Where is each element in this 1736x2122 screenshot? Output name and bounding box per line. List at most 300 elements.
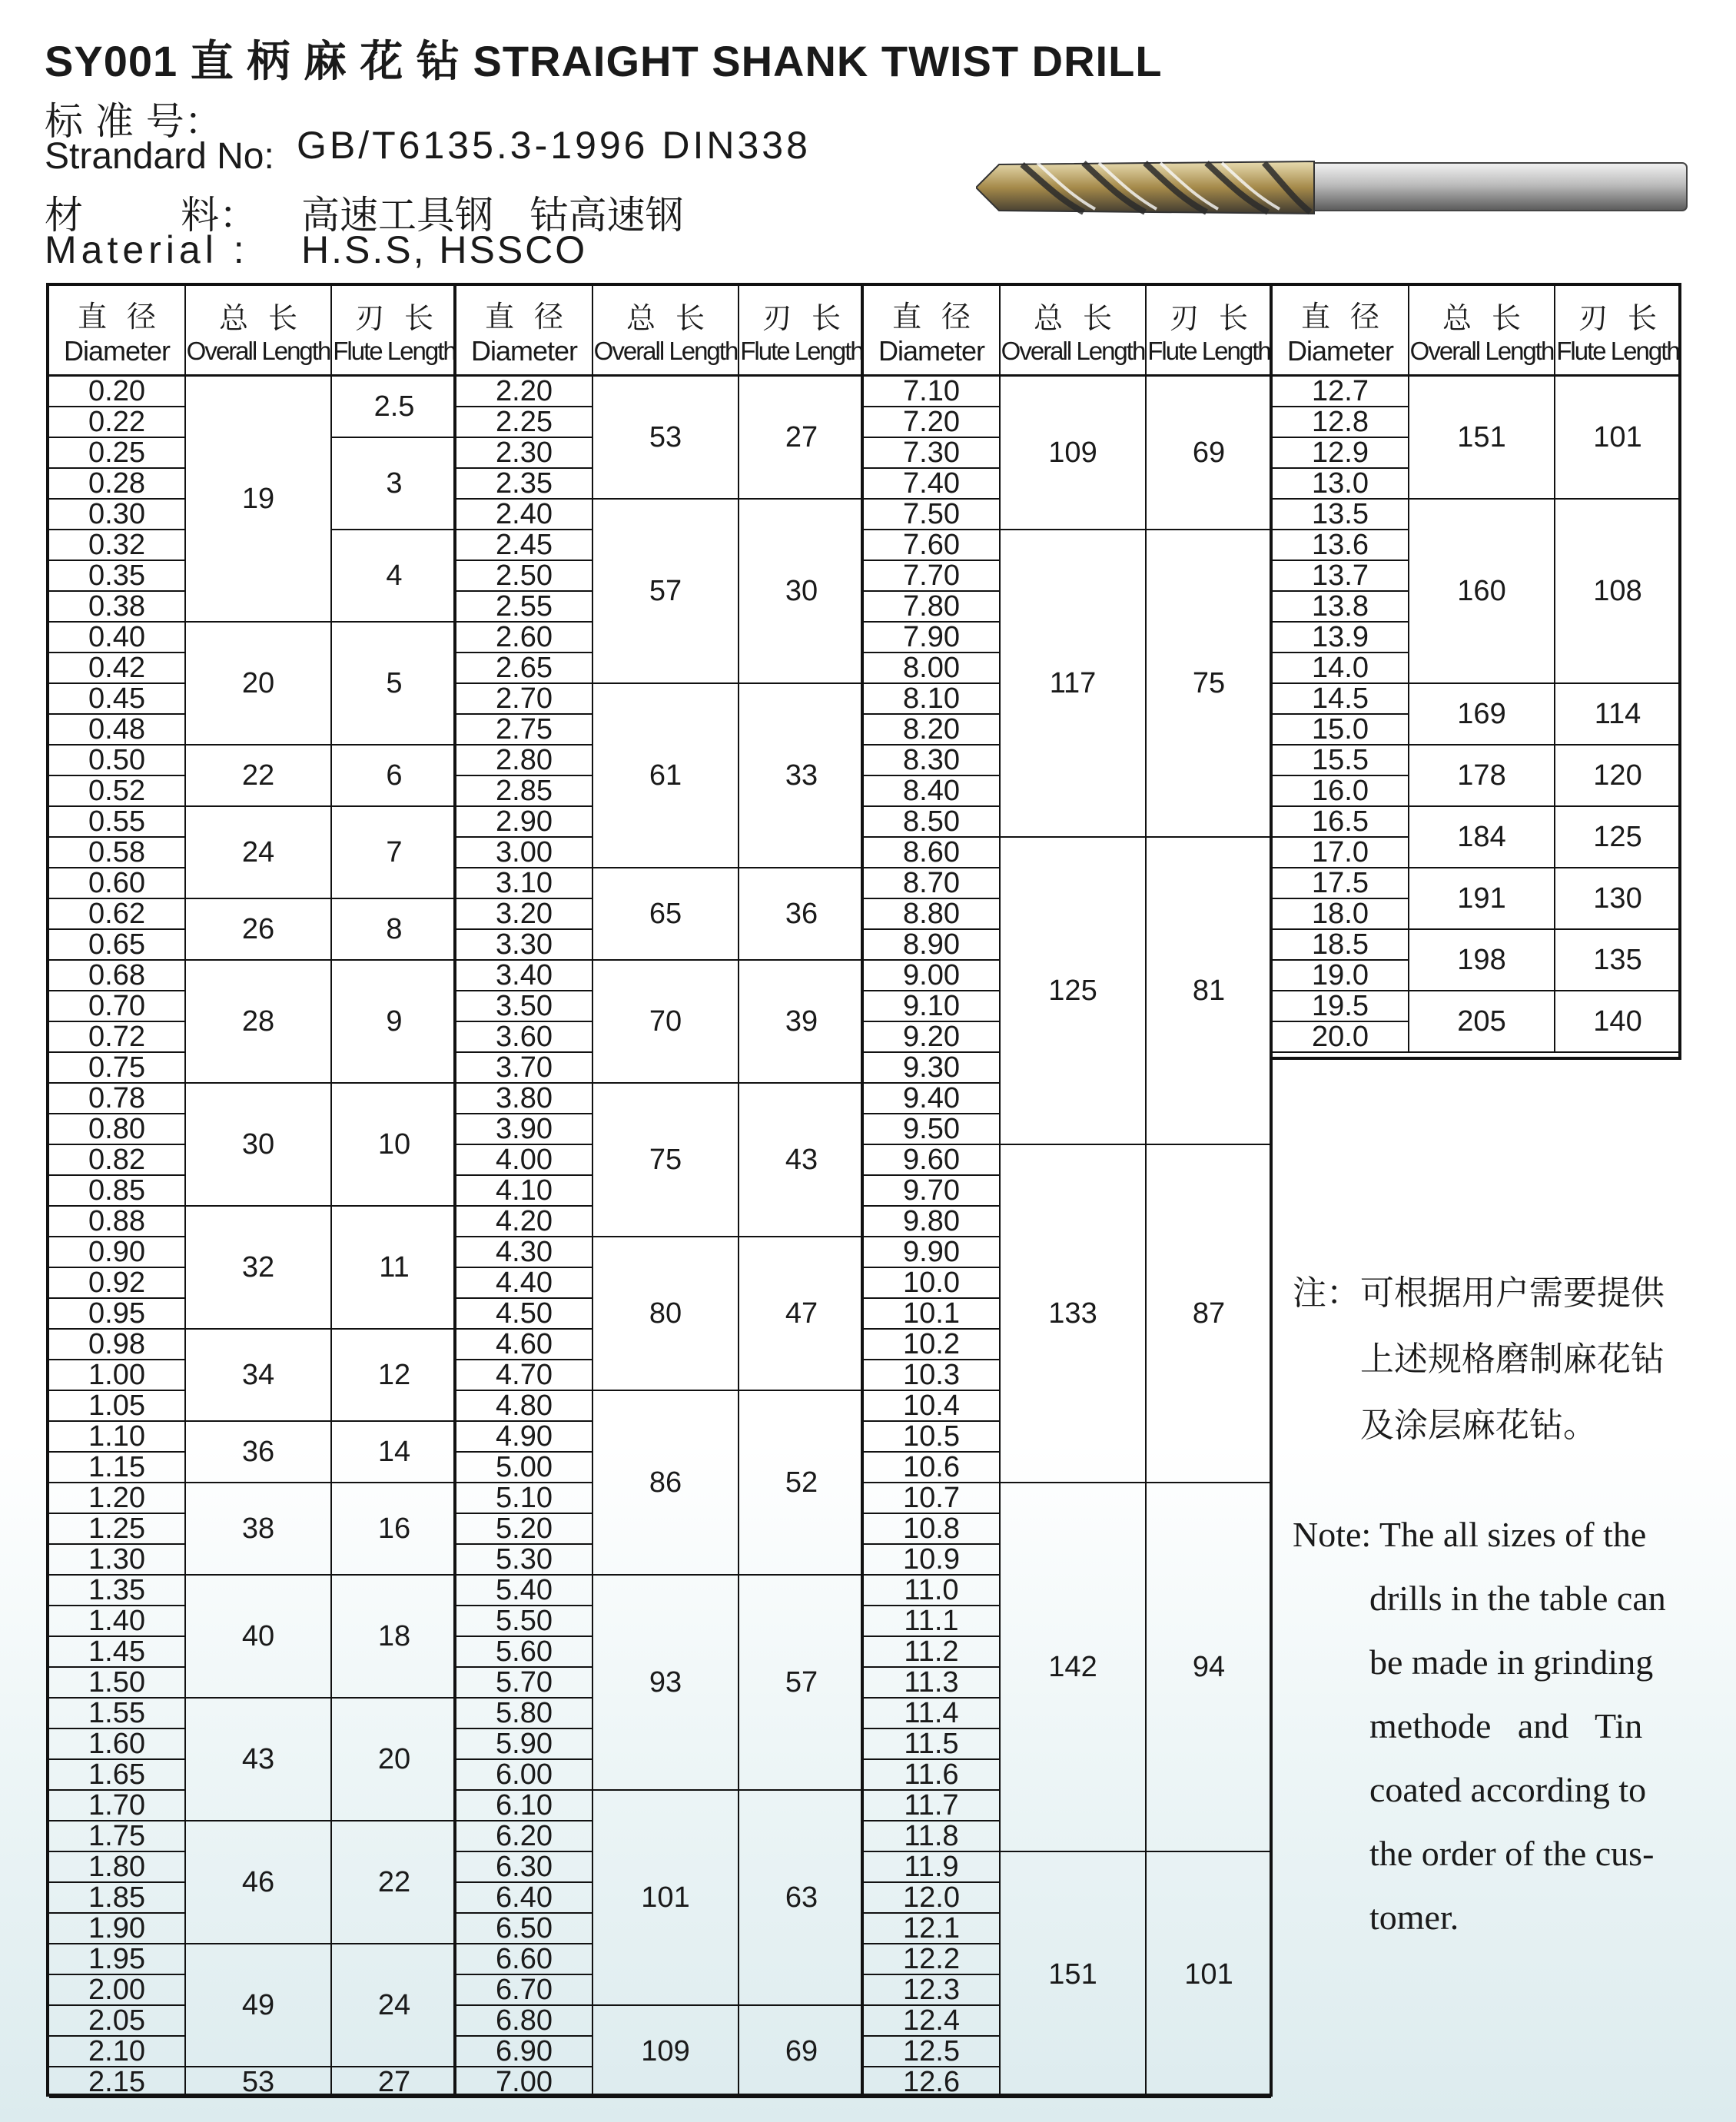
diameter-cell: 1.90 bbox=[49, 1914, 186, 1944]
header-en: Overall Length bbox=[593, 337, 738, 365]
diameter-cell: 1.60 bbox=[49, 1729, 186, 1760]
flute-length-cell: 24 bbox=[332, 1944, 456, 2067]
diameter-cell: 16.0 bbox=[1273, 776, 1409, 807]
flute-length-cell: 114 bbox=[1555, 684, 1680, 746]
diameter-cell: 9.50 bbox=[864, 1114, 1001, 1145]
diameter-cell: 1.00 bbox=[49, 1360, 186, 1391]
diameter-cell: 7.40 bbox=[864, 469, 1001, 500]
flute-length-cell: 52 bbox=[739, 1391, 864, 1576]
spec-table-block-1 bbox=[46, 283, 456, 2097]
diameter-cell: 0.35 bbox=[49, 561, 186, 592]
diameter-cell: 2.00 bbox=[49, 1975, 186, 2006]
diameter-cell: 4.00 bbox=[456, 1145, 593, 1176]
diameter-cell: 5.20 bbox=[456, 1514, 593, 1545]
diameter-cell: 0.58 bbox=[49, 838, 186, 868]
diameter-cell: 11.9 bbox=[864, 1852, 1001, 1883]
header-diameter bbox=[1273, 286, 1409, 377]
diameter-cell: 3.10 bbox=[456, 868, 593, 899]
diameter-cell: 7.20 bbox=[864, 407, 1001, 438]
diameter-cell: 2.05 bbox=[49, 2006, 186, 2037]
diameter-cell: 12.2 bbox=[864, 1944, 1001, 1975]
twist-drill-image bbox=[976, 154, 1691, 223]
flute-length-cell: 94 bbox=[1147, 1483, 1271, 1852]
diameter-cell: 18.5 bbox=[1273, 930, 1409, 961]
diameter-cell: 0.72 bbox=[49, 1022, 186, 1053]
header-zh: 直径 bbox=[1300, 300, 1399, 334]
diameter-cell: 2.90 bbox=[456, 807, 593, 838]
diameter-cell: 1.80 bbox=[49, 1852, 186, 1883]
note-en-line-5: coated according to bbox=[1369, 1770, 1647, 1809]
overall-length-cell: 205 bbox=[1409, 991, 1555, 1053]
diameter-cell: 0.85 bbox=[49, 1176, 186, 1207]
diameter-cell: 12.5 bbox=[864, 2037, 1001, 2067]
diameter-cell: 18.0 bbox=[1273, 899, 1409, 930]
flute-length-cell: 10 bbox=[332, 1084, 456, 1207]
diameter-cell: 17.0 bbox=[1273, 838, 1409, 868]
overall-length-cell: 184 bbox=[1409, 807, 1555, 868]
diameter-cell: 2.10 bbox=[49, 2037, 186, 2067]
diameter-cell: 4.90 bbox=[456, 1422, 593, 1453]
diameter-cell: 8.80 bbox=[864, 899, 1001, 930]
overall-length-cell: 133 bbox=[1001, 1145, 1147, 1483]
diameter-cell: 9.10 bbox=[864, 991, 1001, 1022]
diameter-cell: 1.75 bbox=[49, 1821, 186, 1852]
flute-length-cell: 135 bbox=[1555, 930, 1680, 991]
diameter-cell: 8.40 bbox=[864, 776, 1001, 807]
diameter-cell: 3.30 bbox=[456, 930, 593, 961]
diameter-cell: 9.90 bbox=[864, 1237, 1001, 1268]
overall-length-cell: 49 bbox=[186, 1944, 332, 2067]
diameter-cell: 12.9 bbox=[1273, 438, 1409, 469]
diameter-cell: 10.6 bbox=[864, 1453, 1001, 1483]
flute-length-cell: 101 bbox=[1147, 1852, 1271, 2098]
overall-length-cell: 86 bbox=[593, 1391, 739, 1576]
diameter-cell: 1.35 bbox=[49, 1576, 186, 1606]
diameter-cell: 11.7 bbox=[864, 1791, 1001, 1821]
diameter-cell: 2.65 bbox=[456, 653, 593, 684]
overall-length-cell: 109 bbox=[1001, 377, 1147, 530]
diameter-cell: 2.35 bbox=[456, 469, 593, 500]
diameter-cell: 0.38 bbox=[49, 592, 186, 623]
diameter-cell: 3.70 bbox=[456, 1053, 593, 1084]
header-zh: 总长 bbox=[1033, 301, 1132, 335]
flute-length-cell: 3 bbox=[332, 438, 456, 530]
overall-length-cell: 26 bbox=[186, 899, 332, 961]
diameter-cell: 8.20 bbox=[864, 715, 1001, 746]
diameter-cell: 13.7 bbox=[1273, 561, 1409, 592]
overall-length-cell: 198 bbox=[1409, 930, 1555, 991]
diameter-cell: 3.40 bbox=[456, 961, 593, 991]
header-en: Overall Length bbox=[1409, 337, 1554, 365]
diameter-cell: 0.32 bbox=[49, 530, 186, 561]
overall-length-cell: 160 bbox=[1409, 500, 1555, 684]
diameter-cell: 0.52 bbox=[49, 776, 186, 807]
flute-length-cell: 120 bbox=[1555, 746, 1680, 807]
header-zh: 直径 bbox=[77, 300, 176, 334]
diameter-cell: 0.25 bbox=[49, 438, 186, 469]
diameter-cell: 9.20 bbox=[864, 1022, 1001, 1053]
diameter-cell: 5.50 bbox=[456, 1606, 593, 1637]
header-zh: 总长 bbox=[626, 301, 725, 335]
flute-length-cell: 57 bbox=[739, 1576, 864, 1791]
diameter-cell: 6.40 bbox=[456, 1883, 593, 1914]
diameter-cell: 11.8 bbox=[864, 1821, 1001, 1852]
diameter-cell: 0.60 bbox=[49, 868, 186, 899]
diameter-cell: 16.5 bbox=[1273, 807, 1409, 838]
diameter-cell: 1.40 bbox=[49, 1606, 186, 1637]
header-zh: 刃长 bbox=[762, 301, 861, 335]
standard-value: GB/T6135.3-1996 DIN338 bbox=[297, 124, 811, 167]
header-flute-length bbox=[332, 286, 456, 377]
diameter-cell: 7.80 bbox=[864, 592, 1001, 623]
flute-length-cell: 2.5 bbox=[332, 377, 456, 438]
diameter-cell: 4.80 bbox=[456, 1391, 593, 1422]
diameter-cell: 11.2 bbox=[864, 1637, 1001, 1668]
diameter-cell: 0.28 bbox=[49, 469, 186, 500]
spec-table-block-2 bbox=[453, 283, 864, 2097]
diameter-cell: 0.90 bbox=[49, 1237, 186, 1268]
diameter-cell: 0.92 bbox=[49, 1268, 186, 1299]
diameter-cell: 5.70 bbox=[456, 1668, 593, 1699]
diameter-cell: 5.40 bbox=[456, 1576, 593, 1606]
overall-length-cell: 19 bbox=[186, 377, 332, 623]
header-overall-length bbox=[1001, 286, 1147, 377]
header-overall-length bbox=[1409, 286, 1555, 377]
note-en-line-7: tomer. bbox=[1369, 1898, 1459, 1937]
overall-length-cell: 70 bbox=[593, 961, 739, 1084]
diameter-cell: 15.5 bbox=[1273, 746, 1409, 776]
header-zh: 直径 bbox=[484, 300, 583, 334]
overall-length-cell: 40 bbox=[186, 1576, 332, 1699]
diameter-cell: 0.48 bbox=[49, 715, 186, 746]
flute-length-cell: 4 bbox=[332, 530, 456, 623]
diameter-cell: 8.50 bbox=[864, 807, 1001, 838]
header-diameter bbox=[49, 286, 186, 377]
diameter-cell: 10.4 bbox=[864, 1391, 1001, 1422]
diameter-cell: 0.98 bbox=[49, 1330, 186, 1360]
diameter-cell: 0.80 bbox=[49, 1114, 186, 1145]
header-flute-length bbox=[739, 286, 864, 377]
diameter-cell: 7.70 bbox=[864, 561, 1001, 592]
overall-length-cell: 43 bbox=[186, 1699, 332, 1821]
diameter-cell: 0.45 bbox=[49, 684, 186, 715]
flute-length-cell: 87 bbox=[1147, 1145, 1271, 1483]
note-zh-line-3: 及涂层麻花钻。 bbox=[1360, 1406, 1597, 1445]
diameter-cell: 1.70 bbox=[49, 1791, 186, 1821]
diameter-cell: 2.30 bbox=[456, 438, 593, 469]
flute-length-cell: 11 bbox=[332, 1207, 456, 1330]
diameter-cell: 10.7 bbox=[864, 1483, 1001, 1514]
diameter-cell: 13.9 bbox=[1273, 623, 1409, 653]
diameter-cell: 2.70 bbox=[456, 684, 593, 715]
diameter-cell: 10.5 bbox=[864, 1422, 1001, 1453]
diameter-cell: 0.55 bbox=[49, 807, 186, 838]
flute-length-cell: 69 bbox=[739, 2006, 864, 2098]
spec-table-block-3 bbox=[861, 283, 1273, 2097]
diameter-cell: 1.15 bbox=[49, 1453, 186, 1483]
diameter-cell: 4.50 bbox=[456, 1299, 593, 1330]
overall-length-cell: 125 bbox=[1001, 838, 1147, 1145]
diameter-cell: 5.10 bbox=[456, 1483, 593, 1514]
diameter-cell: 1.45 bbox=[49, 1637, 186, 1668]
diameter-cell: 1.50 bbox=[49, 1668, 186, 1699]
diameter-cell: 9.00 bbox=[864, 961, 1001, 991]
diameter-cell: 4.70 bbox=[456, 1360, 593, 1391]
diameter-cell: 6.30 bbox=[456, 1852, 593, 1883]
diameter-cell: 7.60 bbox=[864, 530, 1001, 561]
diameter-cell: 7.10 bbox=[864, 377, 1001, 407]
diameter-cell: 3.50 bbox=[456, 991, 593, 1022]
diameter-cell: 5.80 bbox=[456, 1699, 593, 1729]
diameter-cell: 0.65 bbox=[49, 930, 186, 961]
spec-table-block-4 bbox=[1270, 283, 1681, 1060]
diameter-cell: 19.5 bbox=[1273, 991, 1409, 1022]
diameter-cell: 0.62 bbox=[49, 899, 186, 930]
overall-length-cell: 178 bbox=[1409, 746, 1555, 807]
note-en-line-6: the order of the cus- bbox=[1369, 1834, 1655, 1873]
diameter-cell: 11.5 bbox=[864, 1729, 1001, 1760]
overall-length-cell: 151 bbox=[1001, 1852, 1147, 2098]
diameter-cell: 2.15 bbox=[49, 2067, 186, 2098]
flute-length-cell: 16 bbox=[332, 1483, 456, 1576]
note-en-line-3: be made in grinding bbox=[1369, 1642, 1654, 1682]
diameter-cell: 10.8 bbox=[864, 1514, 1001, 1545]
diameter-cell: 8.60 bbox=[864, 838, 1001, 868]
diameter-cell: 2.45 bbox=[456, 530, 593, 561]
header-zh: 总长 bbox=[1442, 301, 1541, 335]
overall-length-cell: 75 bbox=[593, 1084, 739, 1237]
flute-length-cell: 6 bbox=[332, 746, 456, 807]
diameter-cell: 0.40 bbox=[49, 623, 186, 653]
diameter-cell: 12.1 bbox=[864, 1914, 1001, 1944]
header-en: Flute Length bbox=[740, 337, 863, 365]
header-en: Flute Length bbox=[1147, 337, 1270, 365]
diameter-cell: 6.20 bbox=[456, 1821, 593, 1852]
note-english bbox=[1293, 1503, 1723, 1949]
note-en-line-2: drills in the table can bbox=[1369, 1579, 1666, 1618]
diameter-cell: 8.10 bbox=[864, 684, 1001, 715]
overall-length-cell: 57 bbox=[593, 500, 739, 684]
diameter-cell: 13.0 bbox=[1273, 469, 1409, 500]
diameter-cell: 2.55 bbox=[456, 592, 593, 623]
diameter-cell: 3.90 bbox=[456, 1114, 593, 1145]
diameter-cell: 3.80 bbox=[456, 1084, 593, 1114]
flute-length-cell: 7 bbox=[332, 807, 456, 899]
diameter-cell: 6.70 bbox=[456, 1975, 593, 2006]
diameter-cell: 12.4 bbox=[864, 2006, 1001, 2037]
overall-length-cell: 22 bbox=[186, 746, 332, 807]
diameter-cell: 12.8 bbox=[1273, 407, 1409, 438]
diameter-cell: 1.55 bbox=[49, 1699, 186, 1729]
diameter-cell: 0.70 bbox=[49, 991, 186, 1022]
header-en: Diameter bbox=[1286, 335, 1394, 367]
diameter-cell: 7.90 bbox=[864, 623, 1001, 653]
material-label-zh: 材 料： bbox=[45, 193, 258, 237]
flute-length-cell: 12 bbox=[332, 1330, 456, 1422]
diameter-cell: 11.3 bbox=[864, 1668, 1001, 1699]
diameter-cell: 5.30 bbox=[456, 1545, 593, 1576]
flute-length-cell: 47 bbox=[739, 1237, 864, 1391]
diameter-cell: 9.80 bbox=[864, 1207, 1001, 1237]
diameter-cell: 2.80 bbox=[456, 746, 593, 776]
flute-length-cell: 130 bbox=[1555, 868, 1680, 930]
diameter-cell: 15.0 bbox=[1273, 715, 1409, 746]
diameter-cell: 1.85 bbox=[49, 1883, 186, 1914]
diameter-cell: 1.20 bbox=[49, 1483, 186, 1514]
header-overall-length bbox=[186, 286, 332, 377]
flute-length-cell: 8 bbox=[332, 899, 456, 961]
diameter-cell: 0.78 bbox=[49, 1084, 186, 1114]
diameter-cell: 11.4 bbox=[864, 1699, 1001, 1729]
note-zh-line-1: 注：可根据用户需要提供 bbox=[1293, 1274, 1665, 1313]
diameter-cell: 13.5 bbox=[1273, 500, 1409, 530]
overall-length-cell: 93 bbox=[593, 1576, 739, 1791]
note-zh-line-2: 上述规格磨制麻花钻 bbox=[1360, 1340, 1665, 1379]
diameter-cell: 10.0 bbox=[864, 1268, 1001, 1299]
header-flute-length bbox=[1147, 286, 1271, 377]
overall-length-cell: 36 bbox=[186, 1422, 332, 1483]
diameter-cell: 3.20 bbox=[456, 899, 593, 930]
diameter-cell: 12.6 bbox=[864, 2067, 1001, 2098]
diameter-cell: 2.20 bbox=[456, 377, 593, 407]
diameter-cell: 17.5 bbox=[1273, 868, 1409, 899]
flute-length-cell: 20 bbox=[332, 1699, 456, 1821]
diameter-cell: 6.50 bbox=[456, 1914, 593, 1944]
diameter-cell: 0.50 bbox=[49, 746, 186, 776]
diameter-cell: 1.25 bbox=[49, 1514, 186, 1545]
diameter-cell: 6.10 bbox=[456, 1791, 593, 1821]
standard-label-zh: 标 准 号： bbox=[45, 99, 223, 144]
overall-length-cell: 80 bbox=[593, 1237, 739, 1391]
diameter-cell: 7.50 bbox=[864, 500, 1001, 530]
diameter-cell: 0.20 bbox=[49, 377, 186, 407]
overall-length-cell: 101 bbox=[593, 1791, 739, 2006]
page-title: SY001 直 柄 麻 花 钻 STRAIGHT SHANK TWIST DRILL bbox=[45, 37, 1163, 85]
header-zh: 直径 bbox=[891, 300, 991, 334]
flute-length-cell: 125 bbox=[1555, 807, 1680, 868]
header-diameter bbox=[456, 286, 593, 377]
flute-length-cell: 43 bbox=[739, 1084, 864, 1237]
diameter-cell: 4.60 bbox=[456, 1330, 593, 1360]
diameter-cell: 4.30 bbox=[456, 1237, 593, 1268]
overall-length-cell: 65 bbox=[593, 868, 739, 961]
diameter-cell: 11.6 bbox=[864, 1760, 1001, 1791]
overall-length-cell: 61 bbox=[593, 684, 739, 868]
diameter-cell: 1.10 bbox=[49, 1422, 186, 1453]
header-en: Diameter bbox=[878, 335, 985, 367]
note-chinese bbox=[1293, 1260, 1723, 1459]
header-en: Overall Length bbox=[186, 337, 330, 365]
diameter-cell: 1.05 bbox=[49, 1391, 186, 1422]
overall-length-cell: 117 bbox=[1001, 530, 1147, 838]
overall-length-cell: 34 bbox=[186, 1330, 332, 1422]
flute-length-cell: 39 bbox=[739, 961, 864, 1084]
flute-length-cell: 30 bbox=[739, 500, 864, 684]
diameter-cell: 0.22 bbox=[49, 407, 186, 438]
overall-length-cell: 30 bbox=[186, 1084, 332, 1207]
flute-length-cell: 27 bbox=[739, 377, 864, 500]
overall-length-cell: 169 bbox=[1409, 684, 1555, 746]
note-en-line-4: methode and Tin bbox=[1369, 1706, 1643, 1745]
material-label-en: Material : bbox=[45, 228, 249, 271]
diameter-cell: 9.60 bbox=[864, 1145, 1001, 1176]
overall-length-cell: 28 bbox=[186, 961, 332, 1084]
diameter-cell: 1.30 bbox=[49, 1545, 186, 1576]
diameter-cell: 11.0 bbox=[864, 1576, 1001, 1606]
diameter-cell: 0.88 bbox=[49, 1207, 186, 1237]
diameter-cell: 0.82 bbox=[49, 1145, 186, 1176]
diameter-cell: 1.95 bbox=[49, 1944, 186, 1975]
header-overall-length bbox=[593, 286, 739, 377]
diameter-cell: 6.80 bbox=[456, 2006, 593, 2037]
flute-length-cell: 81 bbox=[1147, 838, 1271, 1145]
header-zh: 刃长 bbox=[1169, 301, 1268, 335]
overall-length-cell: 20 bbox=[186, 623, 332, 746]
diameter-cell: 19.0 bbox=[1273, 961, 1409, 991]
diameter-cell: 11.1 bbox=[864, 1606, 1001, 1637]
diameter-cell: 14.5 bbox=[1273, 684, 1409, 715]
flute-length-cell: 36 bbox=[739, 868, 864, 961]
diameter-cell: 7.30 bbox=[864, 438, 1001, 469]
overall-length-cell: 151 bbox=[1409, 377, 1555, 500]
diameter-cell: 4.20 bbox=[456, 1207, 593, 1237]
diameter-cell: 3.60 bbox=[456, 1022, 593, 1053]
flute-length-cell: 140 bbox=[1555, 991, 1680, 1053]
overall-length-cell: 24 bbox=[186, 807, 332, 899]
flute-length-cell: 108 bbox=[1555, 500, 1680, 684]
header-zh: 总长 bbox=[218, 301, 317, 335]
flute-length-cell: 18 bbox=[332, 1576, 456, 1699]
diameter-cell: 10.2 bbox=[864, 1330, 1001, 1360]
header-en: Flute Length bbox=[1556, 337, 1679, 365]
diameter-cell: 20.0 bbox=[1273, 1022, 1409, 1053]
diameter-cell: 12.0 bbox=[864, 1883, 1001, 1914]
flute-length-cell: 22 bbox=[332, 1821, 456, 1944]
diameter-cell: 8.00 bbox=[864, 653, 1001, 684]
diameter-cell: 6.60 bbox=[456, 1944, 593, 1975]
diameter-cell: 2.25 bbox=[456, 407, 593, 438]
overall-length-cell: 109 bbox=[593, 2006, 739, 2098]
diameter-cell: 4.10 bbox=[456, 1176, 593, 1207]
overall-length-cell: 53 bbox=[593, 377, 739, 500]
diameter-cell: 7.00 bbox=[456, 2067, 593, 2098]
diameter-cell: 13.8 bbox=[1273, 592, 1409, 623]
diameter-cell: 0.30 bbox=[49, 500, 186, 530]
diameter-cell: 5.60 bbox=[456, 1637, 593, 1668]
header-en: Overall Length bbox=[1001, 337, 1145, 365]
diameter-cell: 2.85 bbox=[456, 776, 593, 807]
flute-length-cell: 75 bbox=[1147, 530, 1271, 838]
header-en: Diameter bbox=[63, 335, 171, 367]
diameter-cell: 3.00 bbox=[456, 838, 593, 868]
standard-label-en: Strandard No: bbox=[45, 136, 274, 177]
flute-length-cell: 69 bbox=[1147, 377, 1271, 530]
flute-length-cell: 14 bbox=[332, 1422, 456, 1483]
diameter-cell: 2.50 bbox=[456, 561, 593, 592]
diameter-cell: 6.00 bbox=[456, 1760, 593, 1791]
diameter-cell: 13.6 bbox=[1273, 530, 1409, 561]
header-en: Flute Length bbox=[333, 337, 456, 365]
diameter-cell: 9.30 bbox=[864, 1053, 1001, 1084]
diameter-cell: 8.90 bbox=[864, 930, 1001, 961]
diameter-cell: 5.90 bbox=[456, 1729, 593, 1760]
diameter-cell: 4.40 bbox=[456, 1268, 593, 1299]
diameter-cell: 0.68 bbox=[49, 961, 186, 991]
diameter-cell: 5.00 bbox=[456, 1453, 593, 1483]
diameter-cell: 12.7 bbox=[1273, 377, 1409, 407]
header-diameter bbox=[864, 286, 1001, 377]
diameter-cell: 2.75 bbox=[456, 715, 593, 746]
